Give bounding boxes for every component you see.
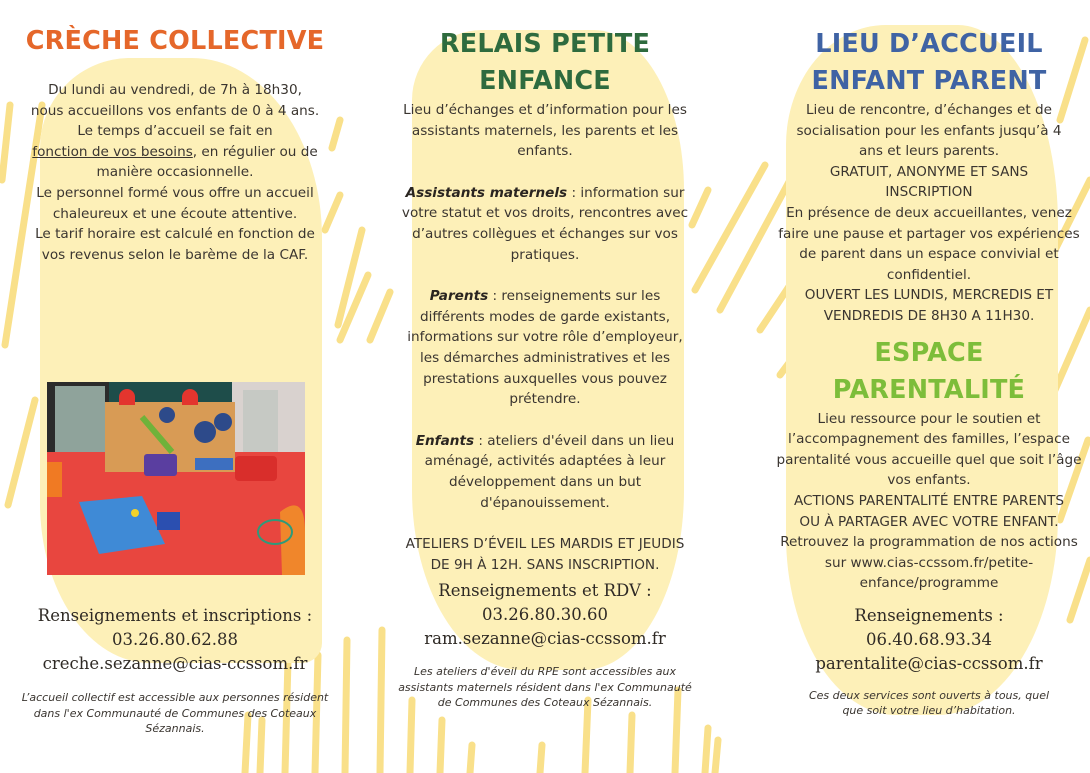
- rpe-title: RELAIS PETITE ENFANCE: [439, 29, 651, 96]
- rpe-parents-paragraph: Parents : renseignements sur les différents modes de garde existants, informations sur votre rôle d’employeur, les démarches administratives et les prestations auxquelles vous pouvez prétendre.: [407, 288, 683, 408]
- parentalite-title: ESPACE PARENTALITÉ: [832, 337, 1026, 405]
- rpe-children-paragraph: Enfants : ateliers d'éveil dans un lieu aménagé, activités adaptées à leur développement dans un but d'épanouissement.: [415, 432, 675, 511]
- creche-email[interactable]: creche.sezanne@cias-ccssom.fr: [42, 654, 308, 673]
- creche-needs-link[interactable]: fonction de vos besoins: [32, 143, 193, 160]
- parentalite-contact-label: Renseignements :: [854, 605, 1004, 625]
- rpe-email[interactable]: ram.sezanne@cias-ccssom.fr: [424, 629, 666, 649]
- laep-opening-hours: OUVERT LES LUNDIS, MERCREDIS ET VENDREDIS DE 8H30 A 11H30.: [804, 287, 1054, 324]
- rpe-assistants-paragraph: Assistants maternels : information sur votre statut et vos droits, rencontres avec d’autres collègues et échanges sur vos pratiques.: [401, 184, 689, 263]
- laep-free-anonymous: GRATUIT, ANONYME ET SANS INSCRIPTION: [829, 163, 1029, 201]
- creche-hours-text: Du lundi au vendredi, de 7h à 18h30, nous accueillons vos enfants de 0 à 4 ans.: [30, 82, 320, 119]
- creche-playroom-photo: [47, 382, 305, 575]
- parentalite-actions: ACTIONS PARENTALITÉ ENTRE PARENTS OU À PARTAGER AVEC VOTRE ENFANT.: [793, 492, 1065, 530]
- rpe-section: [388, 26, 702, 711]
- creche-eligibility-note: L’accueil collectif est accessible aux personnes résident dans l'ex Communauté de Communes des Coteaux Sézannais.: [21, 691, 329, 735]
- creche-contact: [10, 604, 340, 737]
- creche-staff-text: Le personnel formé vous offre un accueil chaleureux et une écoute attentive.: [36, 184, 314, 222]
- creche-phone[interactable]: 03.26.80.62.88: [112, 630, 238, 649]
- laep-title: LIEU D’ACCUEIL ENFANT PARENT: [811, 29, 1047, 96]
- creche-contact-label: Renseignements et inscriptions :: [37, 606, 313, 625]
- rpe-eligibility-note: Les ateliers d'éveil du RPE sont accessibles aux assistants maternels résident dans l'ex Communauté de Communes des Coteaux Sézannais.: [398, 665, 692, 710]
- parentalite-description: Lieu ressource pour le soutien et l’accompagnement des familles, l’espace parentalité vous accueille quel que soit l’âge vos enfants.: [776, 410, 1082, 489]
- creche-section: [10, 24, 340, 265]
- rpe-intro: Lieu d’échanges et d’information pour les assistants maternels, les parents et les enfants.: [403, 102, 687, 160]
- creche-title: CRÈCHE COLLECTIVE: [25, 26, 325, 56]
- rpe-contact-label: Renseignements et RDV :: [438, 581, 652, 601]
- creche-flexibility-text: Le temps d’accueil se fait en fonction de vos besoins, en régulier ou de manière occasionnelle.: [32, 123, 318, 181]
- rpe-schedule: ATELIERS D’ÉVEIL LES MARDIS ET JEUDIS DE 9H À 12H. SANS INSCRIPTION.: [405, 536, 685, 573]
- parentalite-phone[interactable]: 06.40.68.93.34: [866, 629, 992, 649]
- services-open-note: Ces deux services sont ouverts à tous, quel que soit votre lieu d’habitation.: [808, 688, 1050, 718]
- rpe-phone[interactable]: 03.26.80.30.60: [482, 605, 608, 625]
- laep-hosts-text: En présence de deux accueillantes, venez faire une pause et partager vos expériences de parent dans un espace convivial et confidentiel.: [778, 204, 1080, 283]
- parentalite-email[interactable]: parentalite@cias-ccssom.fr: [815, 653, 1043, 673]
- laep-section: [772, 26, 1086, 719]
- creche-rate-text: Le tarif horaire est calculé en fonction de vos revenus selon le barème de la CAF.: [35, 226, 315, 263]
- laep-description: Lieu de rencontre, d’échanges et de socialisation pour les enfants jusqu’à 4 ans et leurs parents.: [796, 102, 1062, 160]
- parentalite-program-link[interactable]: Retrouvez la programmation de nos actions sur www.cias-ccssom.fr/petite-enfance/programme: [780, 534, 1078, 592]
